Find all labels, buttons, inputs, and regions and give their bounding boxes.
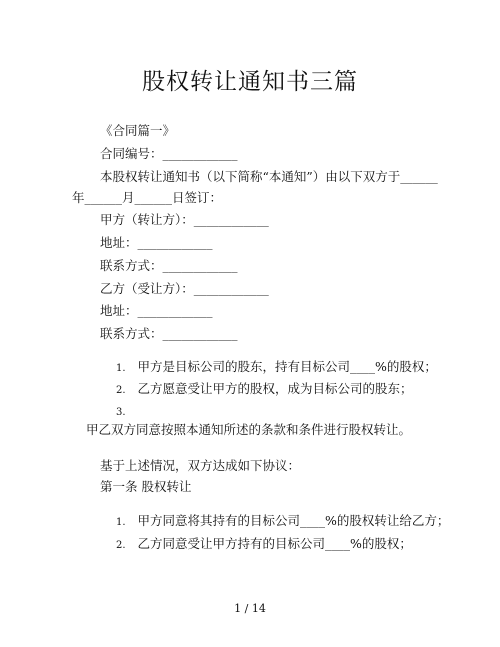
- list-item: [116, 381, 413, 399]
- list-text: 乙方愿意受让甲方的股权，成为目标公司的股东；: [137, 381, 413, 396]
- list-number: 3.: [116, 407, 126, 418]
- intro-line-2: 年______月______日签订：: [72, 190, 223, 205]
- list-number: 1.: [116, 517, 126, 528]
- page-indicator: 1 / 14: [234, 602, 266, 615]
- party-b-name: 乙方（受让方）：____________: [100, 281, 269, 296]
- section-label: 《合同篇一》: [100, 123, 176, 138]
- article-heading: 第一条 股权转让: [100, 479, 192, 494]
- party-a-name: 甲方（转让方）：____________: [100, 212, 269, 227]
- party-b-address: 地址：____________: [100, 303, 213, 318]
- list-number: 2.: [116, 385, 126, 396]
- list-number: 2.: [116, 540, 126, 551]
- list-text: 甲方是目标公司的股东，持有目标公司____%的股权；: [137, 359, 437, 374]
- list-item: [116, 359, 437, 377]
- party-a-contact: 联系方式：____________: [100, 258, 238, 273]
- list-text: 甲方同意将其持有的目标公司____%的股权转让给乙方；: [137, 513, 450, 528]
- basis-line: 基于上述情况，双方达成如下协议：: [100, 458, 301, 473]
- contract-number: 合同编号：____________: [100, 146, 238, 161]
- document-title: 股权转让通知书三篇: [142, 69, 358, 95]
- list-item: [116, 536, 412, 554]
- list-number: 1.: [116, 363, 126, 374]
- list-item: [116, 513, 449, 531]
- party-b-contact: 联系方式：____________: [100, 326, 238, 341]
- agreement-line: 甲乙双方同意按照本通知所述的条款和条件进行股权转让。: [86, 422, 412, 437]
- list-text: 乙方同意受让甲方持有的目标公司____%的股权；: [137, 536, 412, 551]
- list-item: [116, 403, 138, 421]
- party-a-address: 地址：____________: [100, 235, 213, 250]
- intro-line-1: 本股权转让通知书（以下简称“本通知”）由以下双方于______: [100, 169, 438, 184]
